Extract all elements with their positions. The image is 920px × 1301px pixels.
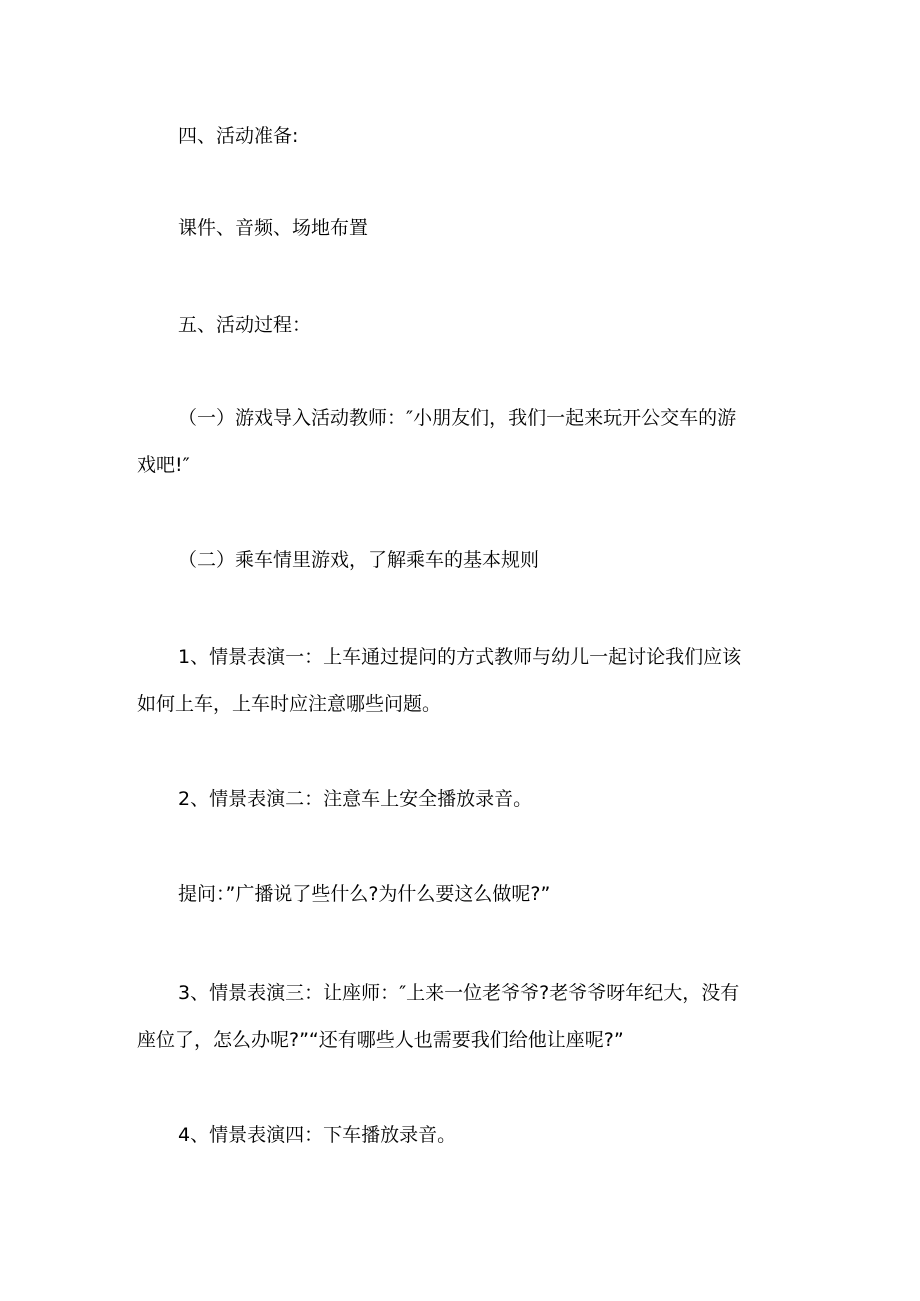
text-line: 4、情景表演四：下车播放录音。 xyxy=(178,1124,457,1146)
text-line: 课件、音频、场地布置 xyxy=(178,217,369,239)
text-line: 提问：”广播说了些什么?为什么要这么做呢?” xyxy=(178,883,551,905)
text-line: 3、情景表演三：让座师：″上来一位老爷爷?老爷爷呀年纪大，没有 xyxy=(178,982,740,1004)
text-line: 戏吧!″ xyxy=(137,454,190,476)
text-line: 座位了，怎么办呢?”“还有哪些人也需要我们给他让座呢?” xyxy=(137,1029,624,1051)
text-line: （一）游戏导入活动教师：″小朋友们，我们一起来玩开公交车的游 xyxy=(178,407,737,429)
text-line: 四、活动准备: xyxy=(178,125,299,147)
text-line: 1、情景表演一：上车通过提问的方式教师与幼儿一起讨论我们应该 xyxy=(178,646,742,668)
text-line: 五、活动过程： xyxy=(178,314,312,336)
text-line: 如何上车，上车时应注意哪些问题。 xyxy=(137,693,442,715)
text-line: 2、情景表演二：注意车上安全播放录音。 xyxy=(178,788,533,810)
text-line: （二）乘车情里游戏，了解乘车的基本规则 xyxy=(178,549,540,571)
